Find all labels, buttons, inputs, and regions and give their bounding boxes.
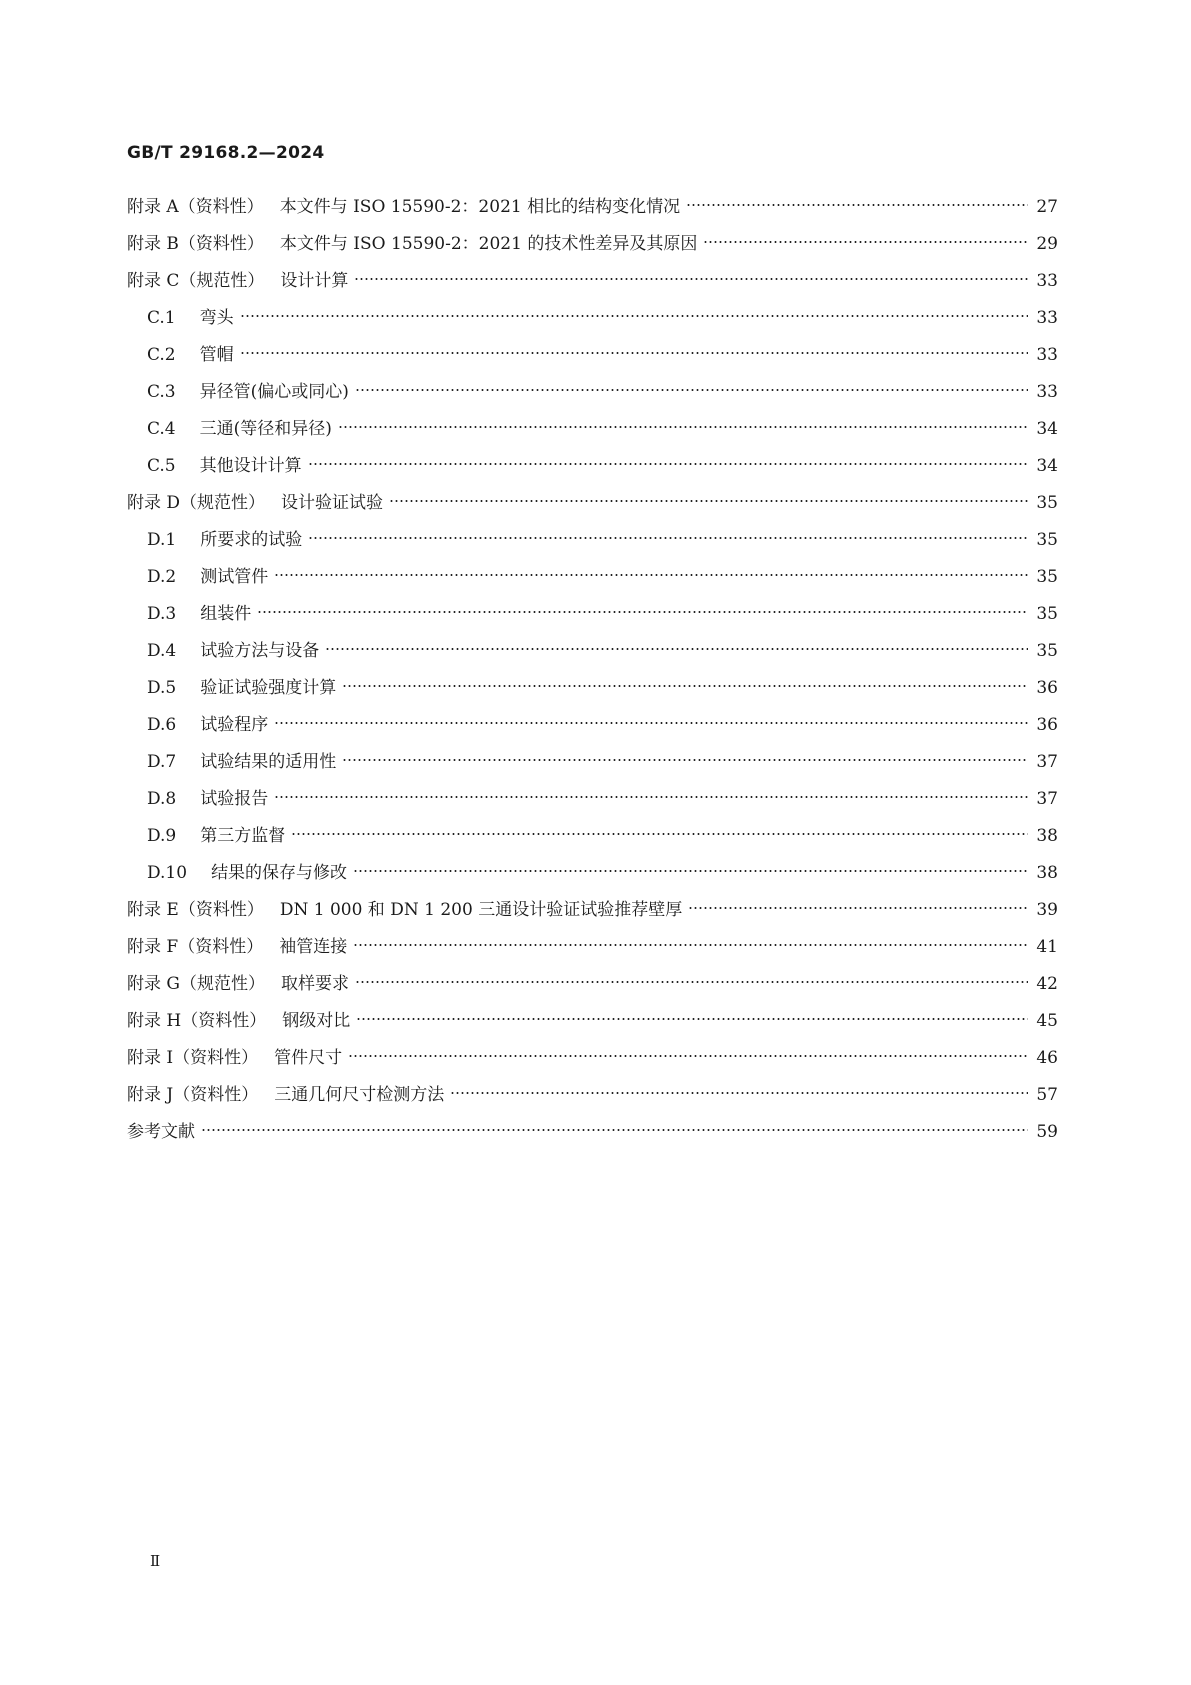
- toc-entry-title: 取样要求: [280, 974, 349, 994]
- toc-entry-number: 附录 J（资料性）: [127, 1085, 259, 1105]
- toc-entry-title: 袖管连接: [279, 937, 348, 957]
- toc-entry-page: 35: [1036, 530, 1058, 550]
- toc-entry[interactable]: [127, 488, 1058, 525]
- toc-dot-leader: [353, 868, 1028, 874]
- toc-entry-number: D.1: [147, 530, 177, 550]
- toc-entry[interactable]: [127, 932, 1058, 969]
- toc-dot-leader: [338, 424, 1028, 430]
- toc-dot-leader: [201, 1127, 1028, 1133]
- standard-number: GB/T 29168.2—2024: [127, 143, 325, 163]
- toc-entry-page: 35: [1036, 493, 1058, 513]
- toc-entry-page: 33: [1036, 271, 1058, 291]
- toc-entry[interactable]: [127, 673, 1058, 710]
- toc-dot-leader: [450, 1090, 1028, 1096]
- toc-entry-page: 41: [1036, 937, 1058, 957]
- toc-entry-page: 35: [1036, 641, 1058, 661]
- toc-entry-page: 36: [1036, 715, 1058, 735]
- toc-entry-title: 弯头: [199, 308, 234, 328]
- toc-dot-leader: [291, 831, 1028, 837]
- toc-entry-title: 异径管(偏心或同心): [199, 382, 349, 402]
- toc-entry-page: 35: [1036, 604, 1058, 624]
- toc-entry-page: 35: [1036, 567, 1058, 587]
- toc-entry-number: D.3: [147, 604, 177, 624]
- toc-entry-page: 34: [1036, 419, 1058, 439]
- toc-dot-leader: [342, 757, 1028, 763]
- toc-dot-leader: [274, 720, 1028, 726]
- toc-dot-leader: [342, 683, 1028, 689]
- toc-entry-number: 附录 E（资料性）: [127, 900, 264, 920]
- toc-entry[interactable]: [127, 895, 1058, 932]
- toc-dot-leader: [240, 350, 1028, 356]
- toc-entry-title: 钢级对比: [282, 1011, 351, 1031]
- toc-dot-leader: [348, 1053, 1028, 1059]
- toc-entry[interactable]: [127, 340, 1058, 377]
- toc-entry-number: D.9: [147, 826, 177, 846]
- toc-entry-number: D.2: [147, 567, 177, 587]
- page-footer: [150, 1552, 160, 1570]
- toc-entry-title: 所要求的试验: [200, 530, 303, 550]
- toc-entry[interactable]: [127, 266, 1058, 303]
- toc-dot-leader: [257, 609, 1028, 615]
- toc-entry-page: 57: [1036, 1085, 1058, 1105]
- toc-entry-number: D.10: [147, 863, 188, 883]
- toc-entry-number: D.7: [147, 752, 177, 772]
- toc-entry-page: 37: [1036, 752, 1058, 772]
- toc-entry[interactable]: [127, 562, 1058, 599]
- toc-entry-number: C.3: [147, 382, 176, 402]
- toc-entry-number: 附录 C（规范性）: [127, 271, 265, 291]
- toc-entry-page: 38: [1036, 863, 1058, 883]
- toc-entry[interactable]: [127, 636, 1058, 673]
- toc-entry-number: 附录 F（资料性）: [127, 937, 264, 957]
- toc-entry[interactable]: [127, 377, 1058, 414]
- toc-entry[interactable]: [127, 1080, 1058, 1117]
- toc-entry-number: C.1: [147, 308, 176, 328]
- toc-dot-leader: [389, 498, 1028, 504]
- toc-entry[interactable]: [127, 821, 1058, 858]
- toc-dot-leader: [240, 313, 1028, 319]
- toc-entry-title: 试验报告: [200, 789, 269, 809]
- toc-dot-leader: [274, 572, 1028, 578]
- toc-entry-title: 第三方监督: [200, 826, 286, 846]
- toc-entry-title: 结果的保存与修改: [211, 863, 348, 883]
- toc-entry-title: 设计计算: [280, 271, 349, 291]
- toc-entry-page: 27: [1036, 197, 1058, 217]
- toc-dot-leader: [308, 461, 1028, 467]
- toc-entry-title: 本文件与 ISO 15590-2：2021 的技术性差异及其原因: [279, 234, 698, 254]
- toc-entry[interactable]: [127, 1043, 1058, 1080]
- toc-entry-title: 管帽: [199, 345, 234, 365]
- toc-entry-title: 本文件与 ISO 15590-2：2021 相比的结构变化情况: [279, 197, 681, 217]
- toc-entry-page: 33: [1036, 308, 1058, 328]
- toc-dot-leader: [354, 276, 1028, 282]
- toc-dot-leader: [325, 646, 1028, 652]
- toc-entry-page: 59: [1036, 1122, 1058, 1142]
- toc-entry-title: 组装件: [200, 604, 252, 624]
- toc-entry-title: 参考文献: [127, 1122, 195, 1142]
- toc-entry-title: 试验程序: [200, 715, 269, 735]
- toc-entry[interactable]: [127, 969, 1058, 1006]
- toc-entry-title: 试验结果的适用性: [200, 752, 337, 772]
- toc-entry-page: 46: [1036, 1048, 1058, 1068]
- toc-entry-number: D.5: [147, 678, 177, 698]
- document-header: [127, 143, 324, 163]
- toc-entry[interactable]: [127, 599, 1058, 636]
- toc-entry-page: 45: [1036, 1011, 1058, 1031]
- toc-entry[interactable]: [127, 303, 1058, 340]
- toc-entry-title: 试验方法与设备: [200, 641, 320, 661]
- toc-entry-page: 36: [1036, 678, 1058, 698]
- toc-entry[interactable]: [127, 858, 1058, 895]
- toc-entry-number: C.4: [147, 419, 176, 439]
- toc-entry-number: 附录 A（资料性）: [127, 197, 264, 217]
- toc-dot-leader: [703, 239, 1028, 245]
- toc-entry[interactable]: [127, 414, 1058, 451]
- toc-entry-page: 29: [1036, 234, 1058, 254]
- toc-entry[interactable]: [127, 747, 1058, 784]
- toc-entry-page: 39: [1036, 900, 1058, 920]
- toc-dot-leader: [356, 1016, 1028, 1022]
- toc-entry-page: 38: [1036, 826, 1058, 846]
- toc-dot-leader: [355, 979, 1028, 985]
- toc-entry-number: D.8: [147, 789, 177, 809]
- toc-entry[interactable]: [127, 525, 1058, 562]
- toc-entry[interactable]: [127, 1006, 1058, 1043]
- toc-entry-title: 设计验证试验: [281, 493, 384, 513]
- toc-entry-title: 三通几何尺寸检测方法: [274, 1085, 445, 1105]
- toc-entry[interactable]: [127, 451, 1058, 488]
- toc-entry[interactable]: [127, 784, 1058, 821]
- toc-entry-page: 34: [1036, 456, 1058, 476]
- toc-entry-page: 37: [1036, 789, 1058, 809]
- toc-entry-number: C.2: [147, 345, 176, 365]
- toc-entry[interactable]: [127, 1117, 1058, 1154]
- toc-entry[interactable]: [127, 229, 1058, 266]
- toc-dot-leader: [353, 942, 1028, 948]
- toc-entry-number: 附录 B（资料性）: [127, 234, 264, 254]
- toc-entry-number: 附录 G（规范性）: [127, 974, 265, 994]
- toc-entry-number: 附录 H（资料性）: [127, 1011, 267, 1031]
- toc-entry[interactable]: [127, 710, 1058, 747]
- page-number: Ⅱ: [150, 1552, 161, 1570]
- toc-entry-title: DN 1 000 和 DN 1 200 三通设计验证试验推荐壁厚: [279, 900, 683, 920]
- toc-entry-number: D.4: [147, 641, 177, 661]
- toc-dot-leader: [274, 794, 1028, 800]
- toc-entry[interactable]: [127, 192, 1058, 229]
- toc-entry-page: 33: [1036, 382, 1058, 402]
- toc-dot-leader: [308, 535, 1028, 541]
- toc-entry-title: 管件尺寸: [274, 1048, 343, 1068]
- toc-entry-title: 测试管件: [200, 567, 269, 587]
- toc-entry-title: 验证试验强度计算: [200, 678, 337, 698]
- toc-entry-page: 42: [1036, 974, 1058, 994]
- toc-entry-number: 附录 D（规范性）: [127, 493, 266, 513]
- table-of-contents: [127, 192, 1058, 1154]
- toc-entry-number: 附录 I（资料性）: [127, 1048, 259, 1068]
- toc-entry-number: C.5: [147, 456, 176, 476]
- toc-entry-number: D.6: [147, 715, 177, 735]
- toc-dot-leader: [688, 905, 1028, 911]
- toc-entry-title: 三通(等径和异径): [199, 419, 332, 439]
- toc-dot-leader: [355, 387, 1028, 393]
- toc-entry-title: 其他设计计算: [199, 456, 302, 476]
- toc-dot-leader: [686, 202, 1028, 208]
- toc-entry-page: 33: [1036, 345, 1058, 365]
